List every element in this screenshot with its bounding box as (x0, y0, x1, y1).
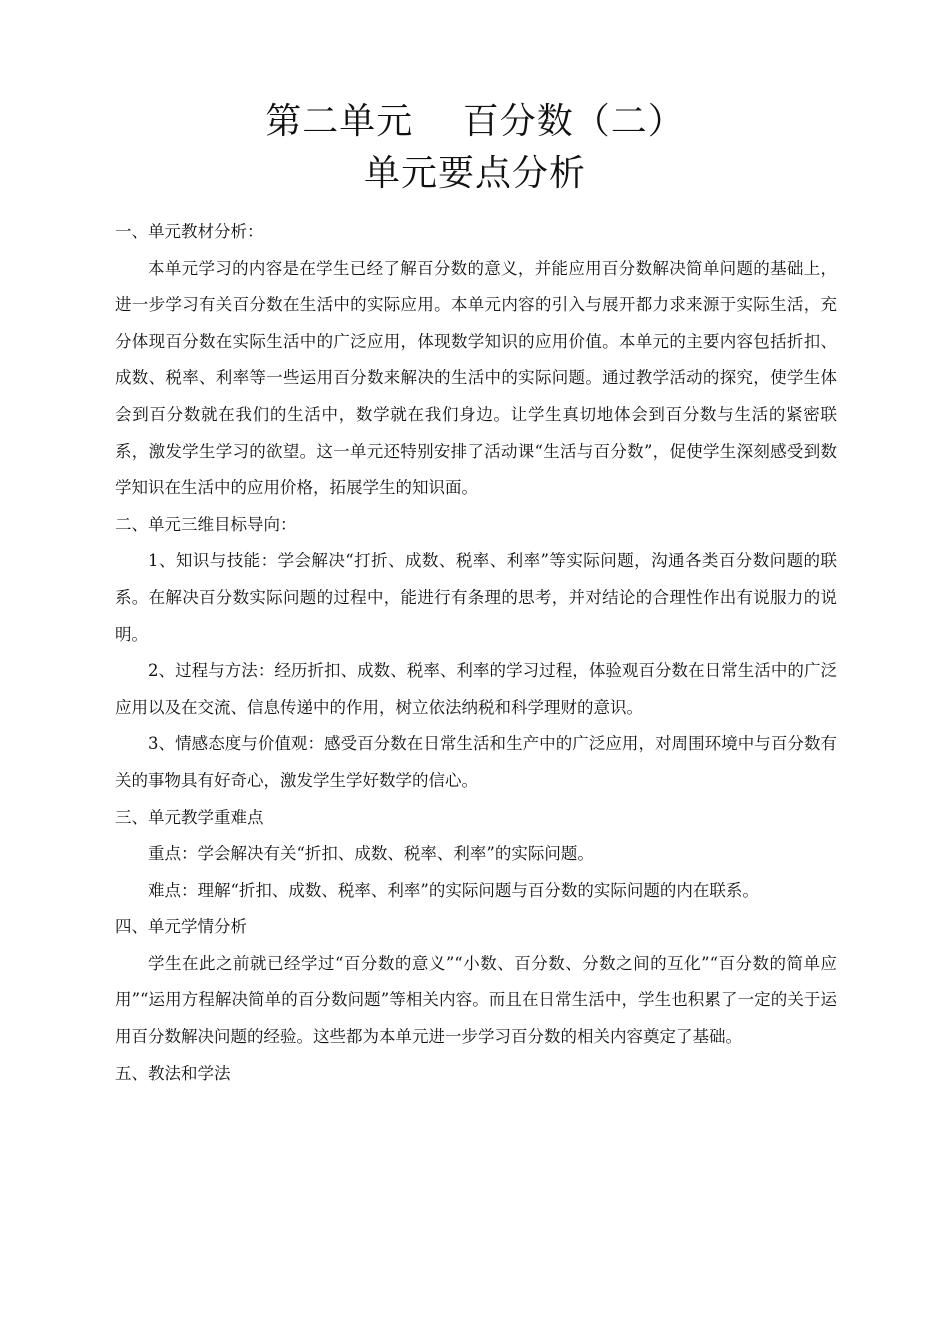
paragraph: 3、情感态度与价值观：感受百分数在日常生活和生产中的广泛应用，对周围环境中与百分数有关的事物具有好奇心，激发学生学好数学的信心。 (115, 734, 837, 790)
paragraph: 2、过程与方法：经历折扣、成数、税率、利率的学习过程，体验观百分数在日常生活中的广泛应用以及在交流、信息传递中的作用，树立依法纳税和科学理财的意识。 (115, 661, 837, 717)
paragraph: 难点：理解“折扣、成数、税率、利率”的实际问题与百分数的实际问题的内在联系。 (148, 880, 759, 900)
section-heading-2: 二、单元三维目标导向： (115, 514, 297, 534)
paragraph: 本单元学习的内容是在学生已经了解百分数的意义，并能应用百分数解决简单问题的基础上，进一步学习有关百分数在生活中的实际应用。本单元内容的引入与展开都力求来源于实际生活，充分体现百分数在实际生活中的广泛应用，体现数学知识的应用价值。本单元的主要内容包括折扣、成数、税率、利率等一些运用百分数来解决的生活中的实际问题。通过教学活动的探究，使学生体会到百分数就在我们的生活中，数学就在我们身边。让学生真切地体会到百分数与生活的紧密联系，激发学生学习的欲望。这一单元还特别安排了活动课“生活与百分数”，促使学生深刻感受到数学知识在生活中的应用价格，拓展学生的知识面。 (115, 258, 837, 498)
section-heading-4: 四、单元学情分析 (115, 917, 247, 937)
document-body (115, 214, 837, 1092)
section-heading-3: 三、单元教学重难点 (115, 807, 264, 827)
paragraph: 重点：学会解决有关“折扣、成数、税率、利率”的实际问题。 (148, 844, 594, 864)
document-subtitle: 单元要点分析 (363, 153, 586, 194)
section-heading-1: 一、单元教材分析： (115, 222, 264, 241)
document-title: 第二单元 百分数（二） (265, 101, 685, 142)
paragraph: 学生在此之前就已经学过“百分数的意义”“小数、百分数、分数之间的互化”“百分数的简单应用”“运用方程解决简单的百分数问题”等相关内容。而且在日常生活中，学生也积累了一定的关于运用百分数解决问题的经验。这些都为本单元进一步学习百分数的相关内容奠定了基础。 (115, 953, 837, 1047)
section-heading-5: 五、教法和学法 (115, 1063, 231, 1083)
paragraph: 1、知识与技能：学会解决“打折、成数、税率、利率”等实际问题，沟通各类百分数问题的联系。在解决百分数实际问题的过程中，能进行有条理的思考，并对结论的合理性作出有说服力的说明。 (115, 551, 837, 644)
